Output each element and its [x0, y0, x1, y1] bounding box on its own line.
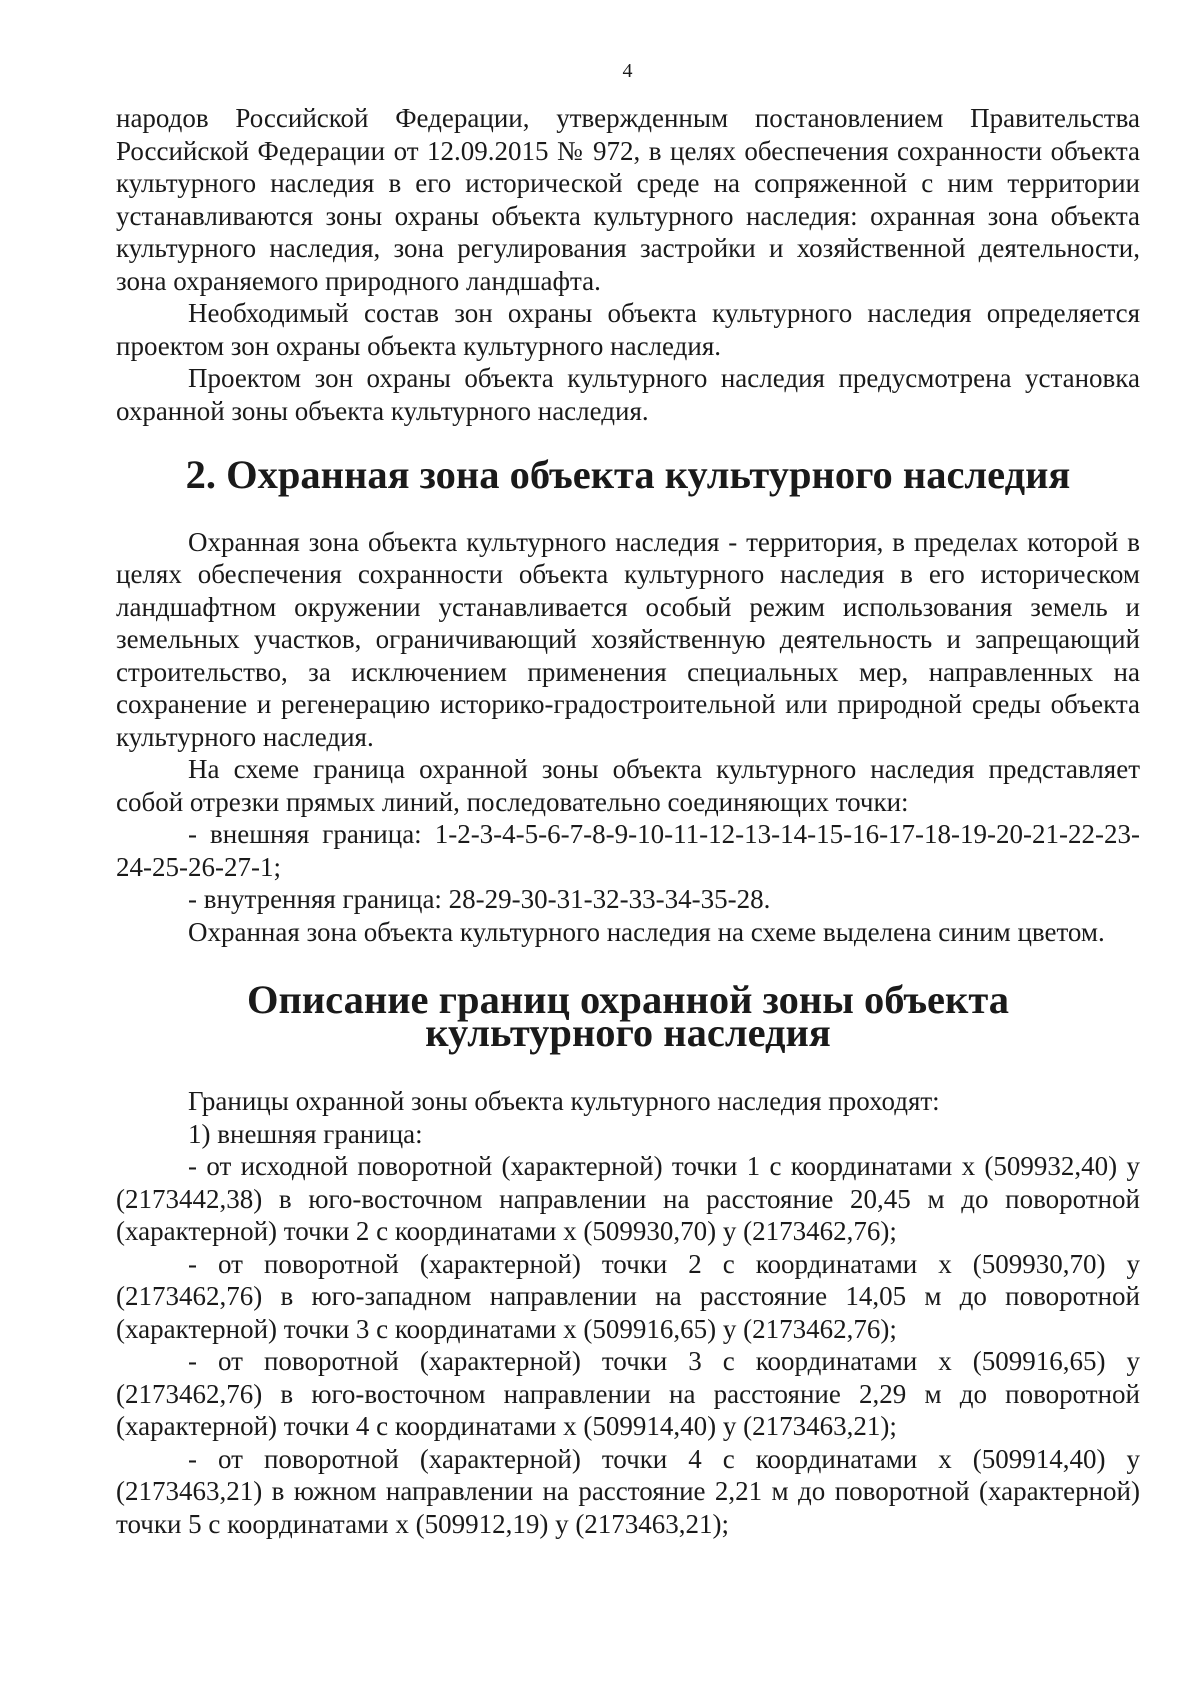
paragraph: Необходимый состав зон охраны объекта культурного наследия определяется проектом зон охраны объекта культурного наследия.	[116, 298, 1140, 361]
paragraph: На схеме граница охранной зоны объекта культурного наследия представляет собой отрезки прямых линий, последовательно соединяющих точки:	[116, 754, 1140, 817]
boundary-segment: - от поворотной (характерной) точки 2 с координатами х (509930,70) у (2173462,76) в юго-западном направлении на расстояние 14,05 м до поворотной (характерной) точки 3 с координатами х (509916,65) у (2173462,76);	[116, 1248, 1140, 1344]
description-heading-line: Описание границ охранной зоны объекта	[246, 977, 1010, 1022]
description-heading	[116, 977, 1140, 1055]
outer-boundary-points: - внешняя граница: 1-2-3-4-5-6-7-8-9-10-11-12-13-14-15-16-17-18-19-20-21-22-23-24-25-26-27-1;	[116, 819, 1140, 882]
list-label: 1) внешняя граница:	[188, 1118, 423, 1149]
boundary-segment: - от поворотной (характерной) точки 4 с координатами х (509914,40) у (2173463,21) в южном направлении на расстояние 2,21 м до поворотной (характерной) точки 5 с координатами х (509912,19) у (2173463,21);	[116, 1443, 1140, 1539]
boundary-segment: - от исходной поворотной (характерной) точки 1 с координатами х (509932,40) у (2173442,38) в юго-восточном направлении на расстояние 20,45 м до поворотной (характерной) точки 2 с координатами х (509930,70) у (2173462,76);	[116, 1151, 1140, 1246]
paragraph: Охранная зона объекта культурного наследия - территория, в пределах которой в целях обеспечения сохранности объекта культурного наследия в его историческом ландшафтном окружении устанавливается особый режим использования земель и земельных участков, ограничивающий хозяйственную деятельность и запрещающий строительство, за исключением применения специальных мер, направленных на сохранение и регенерацию историко-градостроительной или природной среды объекта культурного наследия.	[116, 526, 1140, 752]
paragraph-continuation: народов Российской Федерации, утвержденным постановлением Правительства Российской Федерации от 12.09.2015 № 972, в целях обеспечения сохранности объекта культурного наследия в его исторической среде на сопряженной с ним территории устанавливаются зоны охраны объекта культурного наследия: охранная зона объекта культурного наследия, зона регулирования застройки и хозяйственной деятельности, зона охраняемого природного ландшафта.	[116, 103, 1140, 296]
document-body	[116, 102, 1140, 1540]
inner-boundary-points: - внутренняя граница: 28-29-30-31-32-33-34-35-28.	[188, 884, 771, 914]
paragraph: Проектом зон охраны объекта культурного наследия предусмотрена установка охранной зоны объекта культурного наследия.	[116, 363, 1140, 426]
page-number: 4	[622, 60, 633, 82]
description-heading-line: культурного наследия	[425, 1009, 831, 1055]
boundary-segment: - от поворотной (характерной) точки 3 с координатами х (509916,65) у (2173462,76) в юго-восточном направлении на расстояние 2,29 м до поворотной (характерной) точки 4 с координатами х (509914,40) у (2173463,21);	[116, 1346, 1140, 1441]
paragraph: Границы охранной зоны объекта культурного наследия проходят:	[188, 1086, 940, 1116]
paragraph: Охранная зона объекта культурного наследия на схеме выделена синим цветом.	[188, 916, 1105, 947]
section-heading: 2. Охранная зона объекта культурного наследия	[185, 452, 1071, 497]
